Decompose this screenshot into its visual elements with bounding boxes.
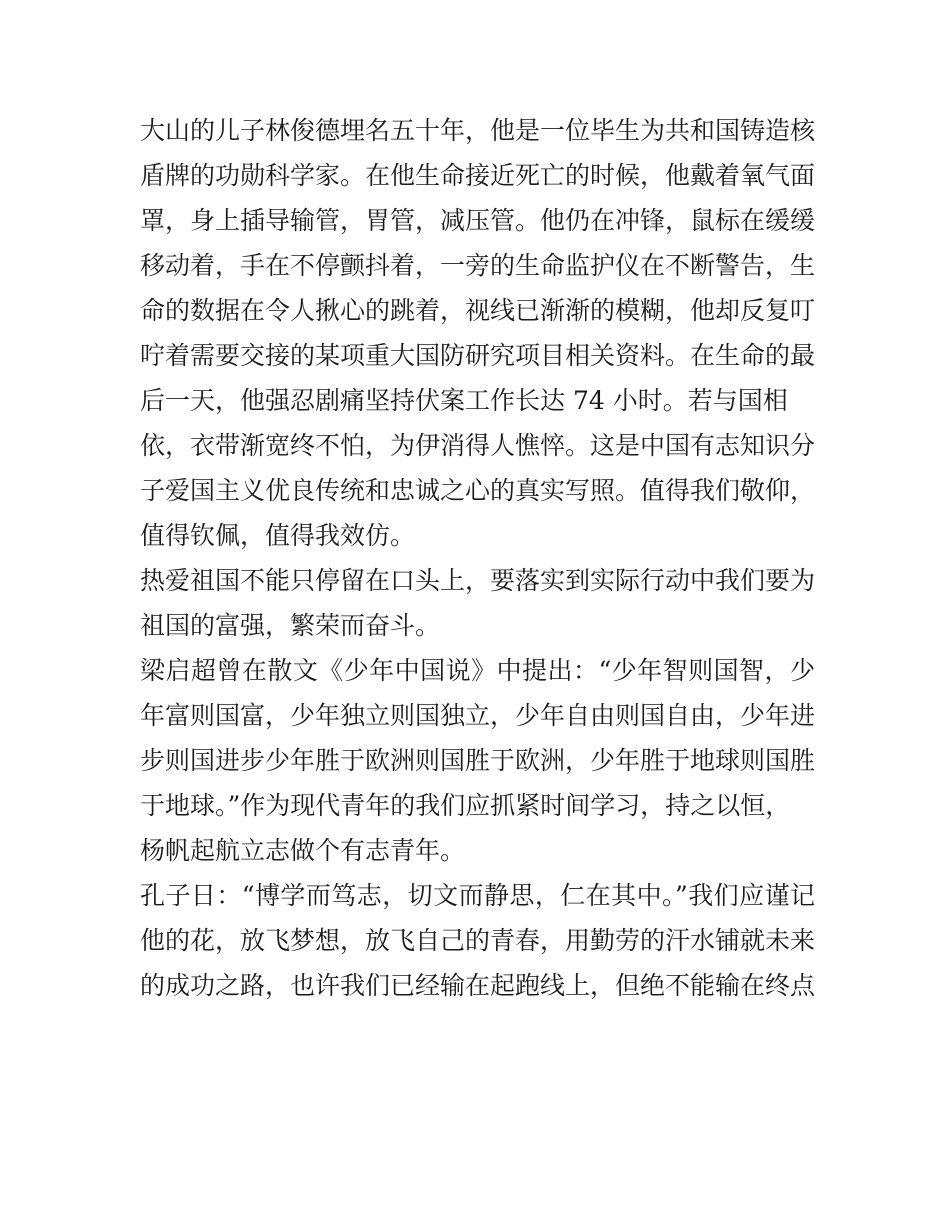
text-line-13: 梁启超曾在散文《少年中国说》中提出：“少年智则国智，少 [140, 656, 815, 685]
body-text [140, 108, 815, 1008]
text-line-9: 子爱国主义优良传统和忠诚之心的真实写照。值得我们敬仰， [140, 476, 816, 505]
text-line-6: 咛着需要交接的某项重大国防研究项目相关资料。在生命的最 [140, 341, 816, 370]
text-line-20: 的成功之路，也许我们已经输在起跑线上，但绝不能输在终点 [140, 971, 816, 1000]
text-line-3: 罩，身上插导输管，胃管，减压管。他仍在冲锋，鼠标在缓缓 [140, 206, 816, 235]
text-line-14: 年富则国富，少年独立则国独立，少年自由则国自由，少年进 [140, 701, 816, 730]
text-line-19: 他的花，放飞梦想，放飞自己的青春，用勤劳的汗水铺就未来 [140, 926, 816, 955]
text-line-2: 盾牌的功勋科学家。在他生命接近死亡的时候，他戴着氧气面 [140, 161, 816, 190]
text-line-10: 值得钦佩，值得我效仿。 [140, 521, 416, 550]
text-line-8: 依，衣带渐宽终不怕，为伊消得人憔悴。这是中国有志知识分 [140, 431, 816, 460]
text-line-5: 命的数据在令人揪心的跳着，视线已渐渐的模糊，他却反复叮 [140, 296, 816, 325]
text-line-11: 热爱祖国不能只停留在口头上，要落实到实际行动中我们要为 [140, 566, 816, 595]
text-line-18: 孔子日：“博学而笃志，切文而静思，仁在其中。”我们应谨记 [140, 881, 815, 910]
text-line-7: 后一天，他强忍剧痛坚持伏案工作长达 74 小时。若与国相 [140, 386, 788, 415]
text-line-16: 于地球。”作为现代青年的我们应抓紧时间学习，持之以恒， [140, 791, 791, 820]
text-line-1: 大山的儿子林俊德埋名五十年，他是一位毕生为共和国铸造核 [140, 116, 816, 145]
text-line-15: 步则国进步少年胜于欧洲则国胜于欧洲，少年胜于地球则国胜 [140, 746, 816, 775]
text-line-4: 移动着，手在不停颤抖着，一旁的生命监护仪在不断警告，生 [140, 251, 816, 280]
text-line-17: 杨帆起航立志做个有志青年。 [140, 836, 466, 865]
text-line-12: 祖国的富强，繁荣而奋斗。 [140, 611, 441, 640]
